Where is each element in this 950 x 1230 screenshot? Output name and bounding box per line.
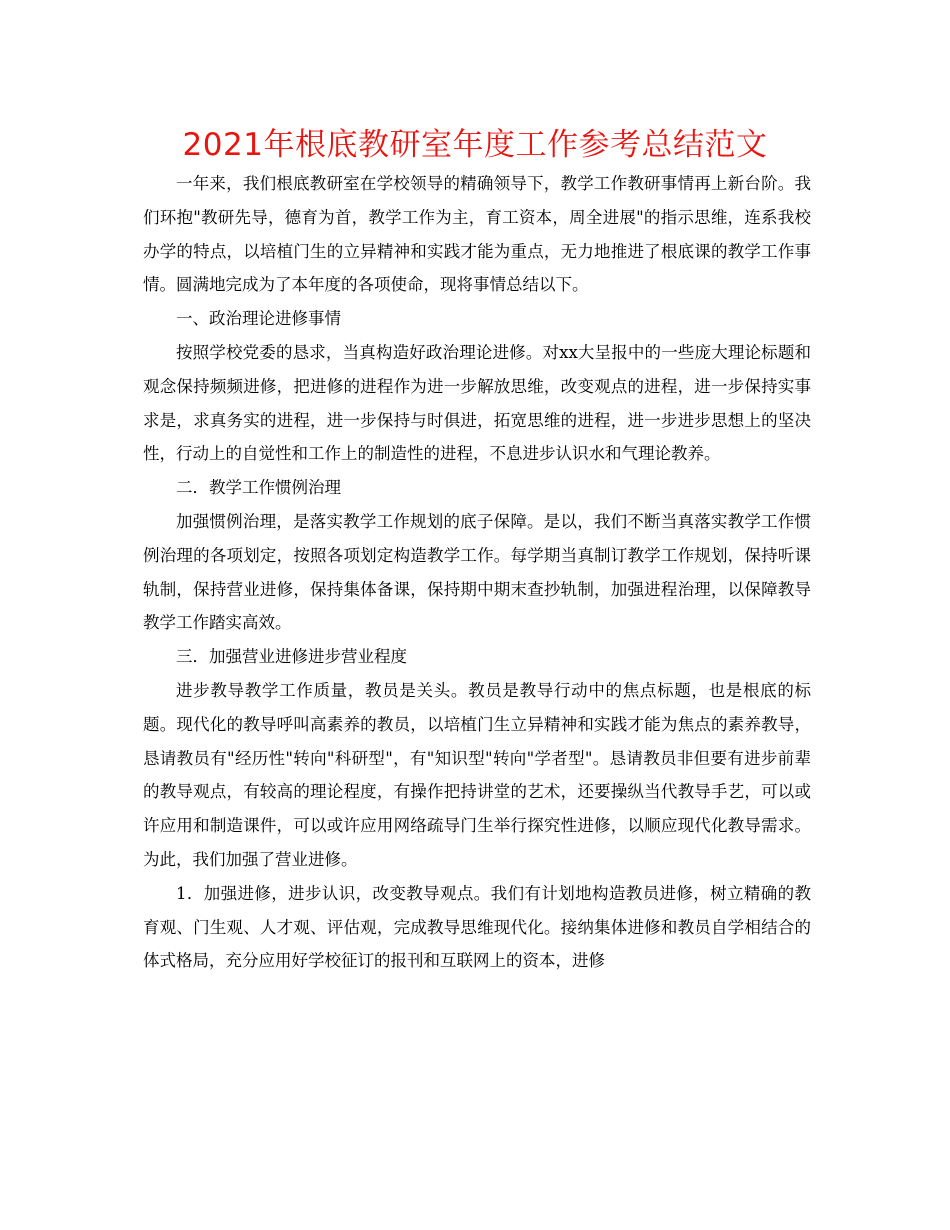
document-body [143, 167, 811, 978]
intro-paragraph: 一年来，我们根底教研室在学校领导的精确领导下，教学工作教研事情再上新台阶。我们环抱"教研先导，德育为首，教学工作为主，育工资本，周全进展"的指示思维，连系我校办学的特点，以培植门生的立异精神和实践才能为重点，无力地推进了根底课的教学工作事情。圆满地完成为了本年度的各项使命，现将事情总结以下。 [143, 174, 811, 295]
section-heading-study: 三．加强营业进修进步营业程度 [176, 647, 407, 667]
teaching-paragraph: 加强惯例治理，是落实教学工作规划的底子保障。是以，我们不断当真落实教学工作惯例治理的各项划定，按照各项划定构造教学工作。每学期当真制订教学工作规划，保持听课轨制，保持营业进修，保持集体备课，保持期中期末查抄轨制，加强进程治理，以保障教导教学工作踏实高效。 [143, 511, 811, 633]
section-heading-teaching: 二．教学工作惯例治理 [176, 478, 341, 498]
study-paragraph: 进步教导教学工作质量，教员是关头。教员是教导行动中的焦点标题，也是根底的标题。现代化的教导呼叫高素养的教员，以培植门生立异精神和实践才能为焦点的素养教导，恳请教员有"经历性"转向"科研型"，有"知识型"转向"学者型"。恳请教员非但要有进步前辈的教导观点，有较高的理论程度，有操作把持讲堂的艺术，还要操纵当代教导手艺，可以或许应用和制造课件，可以或许应用网络疏导门生举行探究性进修，以顺应现代化教导需求。为此，我们加强了营业进修。 [143, 680, 811, 869]
politics-paragraph: 按照学校党委的恳求，当真构造好政治理论进修。对xx大呈报中的一些庞大理论标题和观念保持频频进修，把进修的进程作为进一步解放思维，改变观点的进程，进一步保持实事求是，求真务实的进程，进一步保持与时俱进，拓宽思维的进程，进一步进步思想上的坚决性，行动上的自觉性和工作上的制造性的进程，不息进步认识水和气理论教养。 [143, 342, 811, 464]
section-heading-politics: 一、政治理论进修事情 [176, 309, 341, 329]
document-title: 2021年根底教研室年度工作参考总结范文 [182, 127, 768, 163]
study-item-1-paragraph: 1．加强进修，进步认识，改变教导观点。我们有计划地构造教员进修，树立精确的教育观、门生观、人才观、评估观，完成教导思维现代化。接纳集体进修和教员自学相结合的体式格局，充分应用好学校征订的报刊和互联网上的资本，进修 [143, 883, 811, 971]
